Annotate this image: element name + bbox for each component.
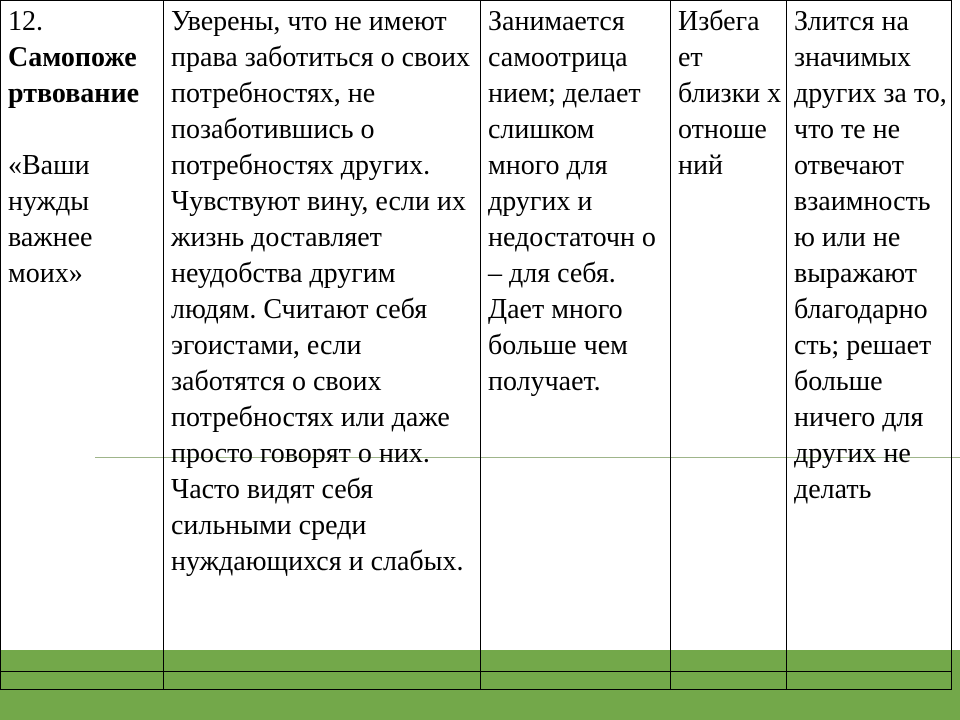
schema-name: Самопоже ртвование	[8, 42, 140, 109]
table-row-empty	[1, 672, 952, 690]
avoidance-cell: Избега ет близки х отноше ний	[671, 1, 787, 672]
schema-belief: «Ваши нужды важнее моих»	[8, 150, 93, 289]
table-row	[1, 1, 952, 672]
empty-cell	[481, 672, 671, 690]
empty-cell	[671, 672, 787, 690]
empty-cell	[787, 672, 952, 690]
surrender-cell: Занимается самоотрица нием; делает слишком много для других и недостаточн о – для себя. Дает много больше чем получает.	[481, 1, 671, 672]
beliefs-cell: Уверены, что не имеют права заботиться о своих потребностях, не позаботившись о потребностях других. Чувствуют вину, если их жизнь доставляет неудобства другим людям. Считают себя эгоистами, если заботятся о своих потребностях или даже просто говорят о них. Часто видят себя сильными среди нуждающихся и слабых.	[164, 1, 481, 672]
schema-cell	[1, 1, 164, 672]
overcompensation-cell: Злится на значимых других за то, что те не отвечают взаимность ю или не выражают благодарно сть; решает больше ничего для других не делать	[787, 1, 952, 672]
empty-cell	[1, 672, 164, 690]
schema-number: 12.	[8, 6, 43, 37]
empty-cell	[164, 672, 481, 690]
